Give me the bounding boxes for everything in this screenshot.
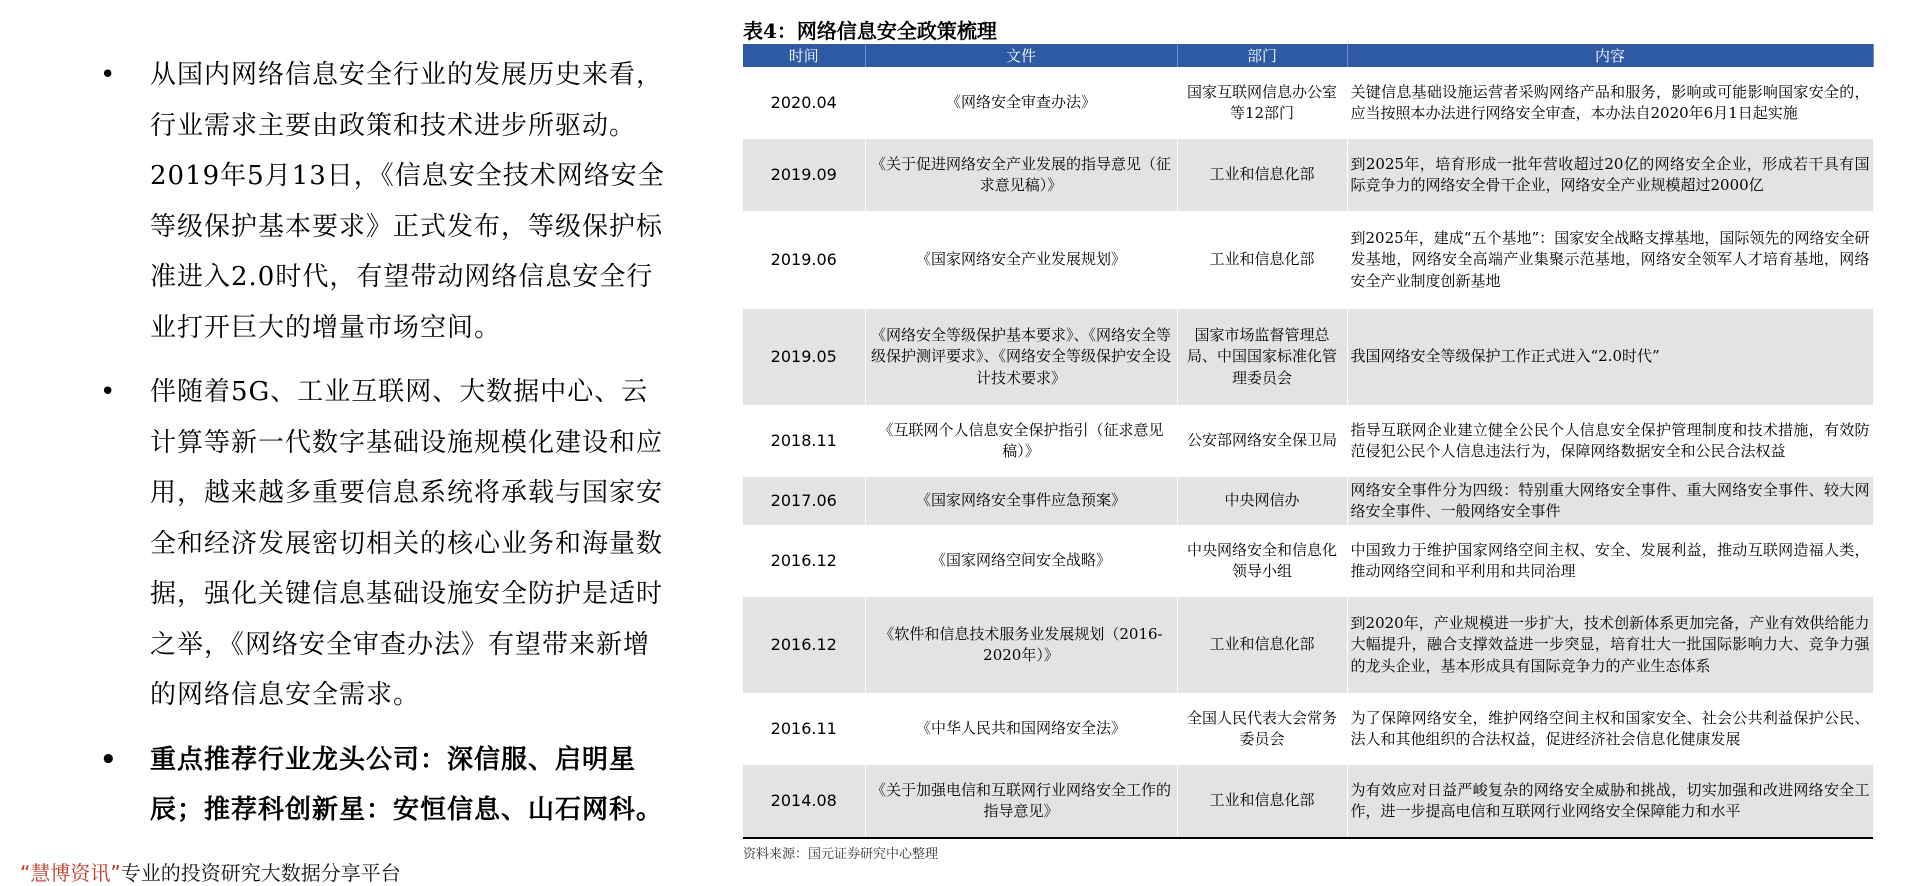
table-row: [743, 211, 1873, 309]
cell-dept: 公安部网络安全保卫局: [1177, 405, 1347, 477]
cell-time: 2016.12: [743, 597, 865, 693]
bullet-dot: •: [100, 60, 117, 90]
policy-table: [743, 44, 1874, 837]
bullet-text: 重点推荐行业龙头公司：深信服、启明星辰；推荐科创新星：安恒信息、山石网科。: [150, 744, 664, 825]
cell-doc: 《国家网络空间安全战略》: [865, 525, 1177, 597]
brand-tagline: 专业的投资研究大数据分享平台: [120, 861, 401, 885]
brand-name: “慧博资讯”: [20, 861, 121, 885]
header-content: 内容: [1347, 44, 1873, 67]
cell-doc: 《互联网个人信息安全保护指引（征求意见稿）》: [865, 405, 1177, 477]
table-row: [743, 693, 1873, 765]
table-row: [743, 139, 1873, 211]
table-row: [743, 309, 1873, 405]
header-doc: 文件: [865, 44, 1177, 67]
bullet-text: 伴随着5G、工业互联网、大数据中心、云计算等新一代数字基础设施规模化建设和应用，越来越多重要信息系统将承载与国家安全和经济发展密切相关的核心业务和海量数据，强化关键信息基础设施安全防护是适时之举，《网络安全审查办法》有望带来新增的网络信息安全需求。: [150, 377, 664, 710]
policy-table-panel: [743, 18, 1873, 862]
cell-content: 到2025年，建成“五个基地”：国家安全战略支撑基地，国际领先的网络安全研发基地，网络安全高端产业集聚示范基地，网络安全领军人才培育基地，网络安全产业制度创新基地: [1347, 211, 1873, 309]
header-time: 时间: [743, 44, 865, 67]
cell-time: 2016.12: [743, 525, 865, 597]
table-bottom-rule: [743, 837, 1873, 839]
cell-doc: 《中华人民共和国网络安全法》: [865, 693, 1177, 765]
cell-time: 2020.04: [743, 67, 865, 139]
cell-content: 网络安全事件分为四级：特别重大网络安全事件、重大网络安全事件、较大网络安全事件、一般网络安全事件: [1347, 477, 1873, 525]
table-header-row: [743, 44, 1873, 67]
cell-dept: 工业和信息化部: [1177, 139, 1347, 211]
cell-dept: 全国人民代表大会常务委员会: [1177, 693, 1347, 765]
bullet-text: 从国内网络信息安全行业的发展历史来看，行业需求主要由政策和技术进步所驱动。2019年5月13日，《信息安全技术网络安全等级保护基本要求》正式发布，等级保护标准进入2.0时代，有望带动网络信息安全行业打开巨大的增量市场空间。: [150, 60, 665, 343]
cell-dept: 工业和信息化部: [1177, 211, 1347, 309]
cell-content: 为有效应对日益严峻复杂的网络安全威胁和挑战，切实加强和改进网络安全工作，进一步提高电信和互联网行业网络安全保障能力和水平: [1347, 765, 1873, 837]
cell-doc: 《关于促进网络安全产业发展的指导意见（征求意见稿）》: [865, 139, 1177, 211]
cell-dept: 工业和信息化部: [1177, 597, 1347, 693]
cell-content: 中国致力于维护国家网络空间主权、安全、发展利益，推动互联网造福人类，推动网络空间和平利用和共同治理: [1347, 525, 1873, 597]
table-source-note: 资料来源：国元证券研究中心整理: [743, 847, 939, 862]
cell-time: 2019.05: [743, 309, 865, 405]
cell-time: 2018.11: [743, 405, 865, 477]
bullet-dot: •: [100, 377, 117, 407]
table-row: [743, 405, 1873, 477]
bullet-2: [100, 367, 675, 721]
table-row: [743, 67, 1873, 139]
cell-content: 关键信息基础设施运营者采购网络产品和服务，影响或可能影响国家安全的，应当按照本办法进行网络安全审查，本办法自2020年6月1日起实施: [1347, 67, 1873, 139]
table-row: [743, 765, 1873, 837]
cell-content: 到2020年，产业规模进一步扩大，技术创新体系更加完备，产业有效供给能力大幅提升，融合支撑效益进一步突显，培育壮大一批国际影响力大、竞争力强的龙头企业，基本形成具有国际竞争力的产业生态体系: [1347, 597, 1873, 693]
cell-doc: 《国家网络安全事件应急预案》: [865, 477, 1177, 525]
cell-dept: 国家互联网信息办公室等12部门: [1177, 67, 1347, 139]
cell-doc: 《国家网络安全产业发展规划》: [865, 211, 1177, 309]
table-row: [743, 597, 1873, 693]
cell-content: 为了保障网络安全，维护网络空间主权和国家安全、社会公共利益保护公民、法人和其他组织的合法权益，促进经济社会信息化健康发展: [1347, 693, 1873, 765]
cell-doc: 《软件和信息技术服务业发展规划（2016-2020年）》: [865, 597, 1177, 693]
bullet-dot: •: [100, 744, 118, 775]
bullet-3: [100, 735, 675, 836]
cell-dept: 中央网络安全和信息化领导小组: [1177, 525, 1347, 597]
cell-time: 2019.06: [743, 211, 865, 309]
cell-time: 2017.06: [743, 477, 865, 525]
cell-dept: 国家市场监督管理总局、中国国家标准化管理委员会: [1177, 309, 1347, 405]
cell-time: 2016.11: [743, 693, 865, 765]
cell-time: 2019.09: [743, 139, 865, 211]
cell-doc: 《网络安全等级保护基本要求》、《网络安全等级保护测评要求》、《网络安全等级保护安全设计技术要求》: [865, 309, 1177, 405]
cell-dept: 工业和信息化部: [1177, 765, 1347, 837]
cell-content: 到2025年，培育形成一批年营收超过20亿的网络安全企业，形成若干具有国际竞争力的网络安全骨干企业，网络安全产业规模超过2000亿: [1347, 139, 1873, 211]
table-row: [743, 525, 1873, 597]
cell-content: 指导互联网企业建立健全公民个人信息安全保护管理制度和技术措施，有效防范侵犯公民个人信息违法行为，保障网络数据安全和公民合法权益: [1347, 405, 1873, 477]
bullet-1: [100, 50, 675, 353]
cell-dept: 中央网信办: [1177, 477, 1347, 525]
cell-content: 我国网络安全等级保护工作正式进入“2.0时代”: [1347, 309, 1873, 405]
cell-time: 2014.08: [743, 765, 865, 837]
table-title: 表4：网络信息安全政策梳理: [743, 19, 997, 43]
table-row: [743, 477, 1873, 525]
header-dept: 部门: [1177, 44, 1347, 67]
cell-doc: 《关于加强电信和互联网行业网络安全工作的指导意见》: [865, 765, 1177, 837]
left-text-panel: [100, 50, 675, 850]
cell-doc: 《网络安全审查办法》: [865, 67, 1177, 139]
